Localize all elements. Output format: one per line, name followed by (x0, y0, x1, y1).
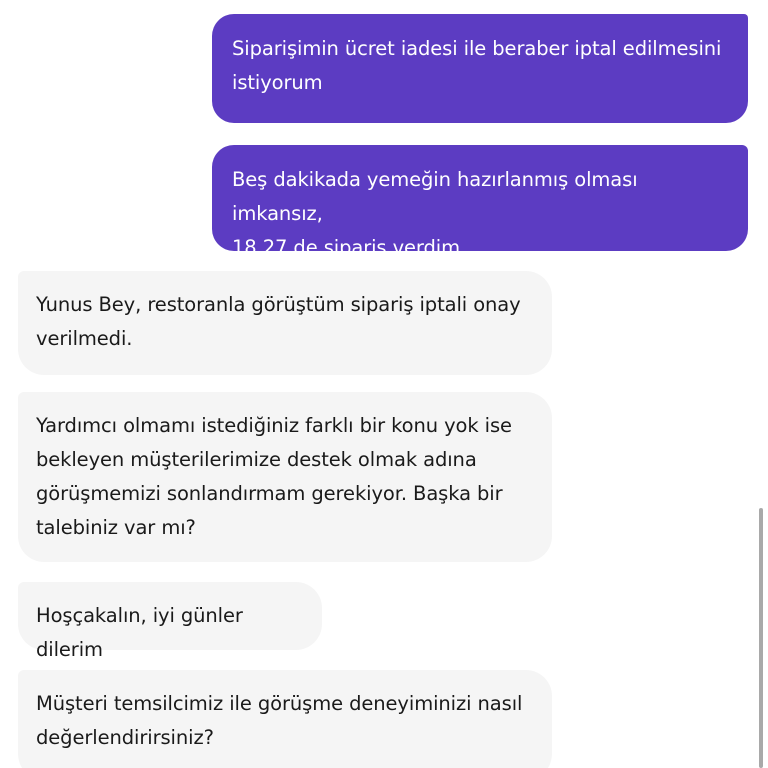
message-line: istiyorum (232, 71, 323, 94)
message-line: Yunus Bey, restoranla görüştüm sipariş iptali onay (36, 293, 521, 316)
message-line: verilmedi. (36, 327, 133, 350)
agent-message-bubble (18, 670, 552, 768)
agent-message-bubble (18, 392, 552, 562)
message-line: değerlendirirsiniz? (36, 726, 214, 749)
scrollbar-thumb[interactable] (759, 508, 763, 768)
message-line: Hoşçakalın, iyi günler dilerim (36, 604, 243, 661)
message-line: talebiniz var mı? (36, 516, 196, 539)
message-line: Yardımcı olmamı istediğiniz farklı bir konu yok ise (36, 414, 512, 437)
message-line: Müşteri temsilcimiz ile görüşme deneyiminizi nasıl (36, 692, 523, 715)
user-message-bubble (212, 145, 748, 259)
message-line: bekleyen müşterilerimize destek olmak adına (36, 448, 477, 471)
message-line: 18 27 de sipariş verdim (232, 236, 460, 259)
agent-message-bubble (18, 271, 552, 375)
message-line: görüşmemizi sonlandırmam gerekiyor. Başka bir (36, 482, 503, 505)
agent-message-bubble (18, 582, 322, 661)
message-line: Beş dakikada yemeğin hazırlanmış olması imkansız, (232, 168, 638, 225)
message-line: Siparişimin ücret iadesi ile beraber iptal edilmesini (232, 37, 722, 60)
user-message-bubble (212, 14, 748, 123)
